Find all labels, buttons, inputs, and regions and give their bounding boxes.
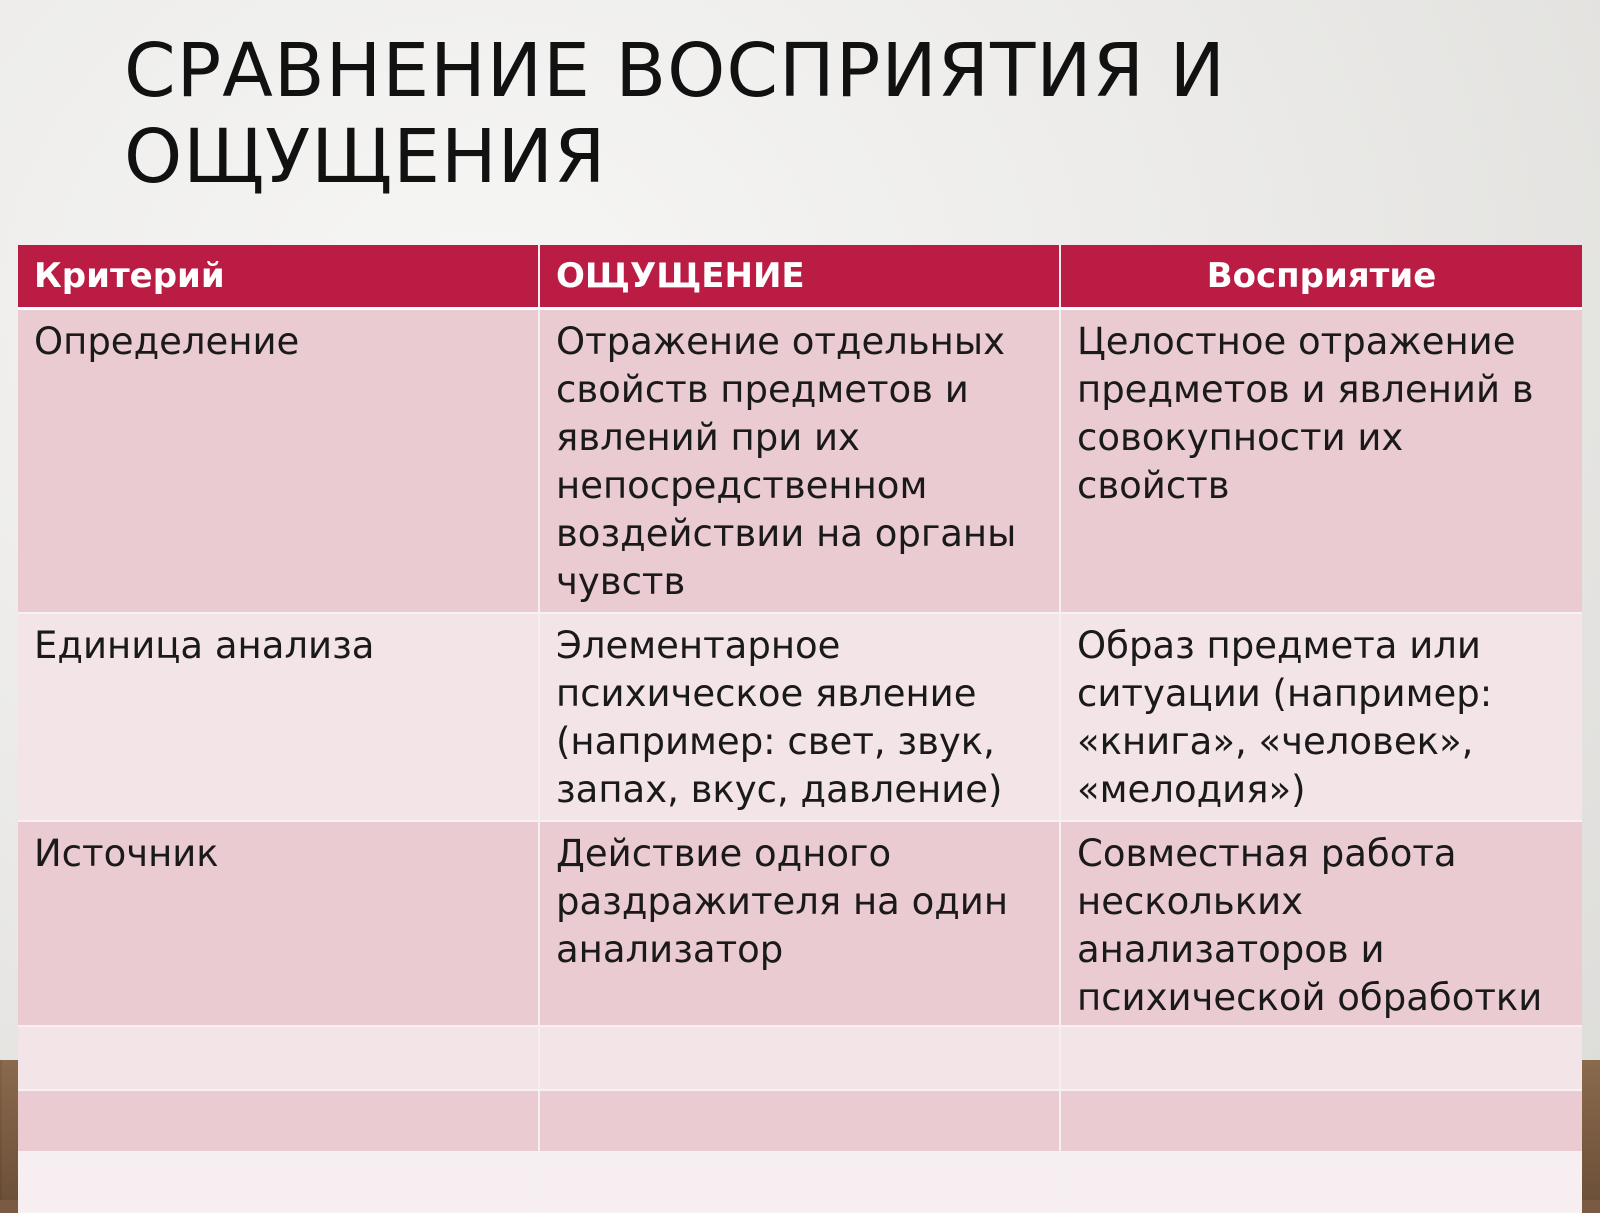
- cell-perception: Образ предмета или ситуации (например: «книга», «человек», «мелодия»): [1060, 613, 1582, 821]
- comparison-table: [18, 245, 1582, 1213]
- header-sensation: ОЩУЩЕНИЕ: [539, 245, 1060, 309]
- empty-table-row: [18, 1152, 1582, 1212]
- empty-cell: [1060, 1026, 1582, 1090]
- header-criterion: Критерий: [18, 245, 539, 309]
- cell-sensation: Отражение отдельных свойств предметов и явлений при их непосредственном воздействии на органы чувств: [539, 309, 1060, 613]
- table-header-row: [18, 245, 1582, 309]
- empty-cell: [539, 1152, 1060, 1212]
- cell-criterion: Единица анализа: [18, 613, 539, 821]
- empty-cell: [539, 1026, 1060, 1090]
- empty-cell: [18, 1090, 539, 1152]
- table-row: [18, 309, 1582, 613]
- cell-perception: Целостное отражение предметов и явлений в совокупности их свойств: [1060, 309, 1582, 613]
- empty-cell: [1060, 1090, 1582, 1152]
- empty-cell: [18, 1026, 539, 1090]
- comparison-table-container: [18, 245, 1582, 1200]
- cell-criterion: Определение: [18, 309, 539, 613]
- cell-sensation: Элементарное психическое явление (например: свет, звук, запах, вкус, давление): [539, 613, 1060, 821]
- slide-title: СРАВНЕНИЕ ВОСПРИЯТИЯ И ОЩУЩЕНИЯ: [124, 28, 1226, 200]
- table-row: [18, 821, 1582, 1026]
- cell-perception: Совместная работа нескольких анализаторов и психической обработки: [1060, 821, 1582, 1026]
- empty-cell: [1060, 1152, 1582, 1212]
- empty-cell: [539, 1090, 1060, 1152]
- empty-table-row: [18, 1090, 1582, 1152]
- header-perception: Восприятие: [1060, 245, 1582, 309]
- empty-table-row: [18, 1026, 1582, 1090]
- cell-sensation: Действие одного раздражителя на один анализатор: [539, 821, 1060, 1026]
- table-row: [18, 613, 1582, 821]
- empty-cell: [18, 1152, 539, 1212]
- cell-criterion: Источник: [18, 821, 539, 1026]
